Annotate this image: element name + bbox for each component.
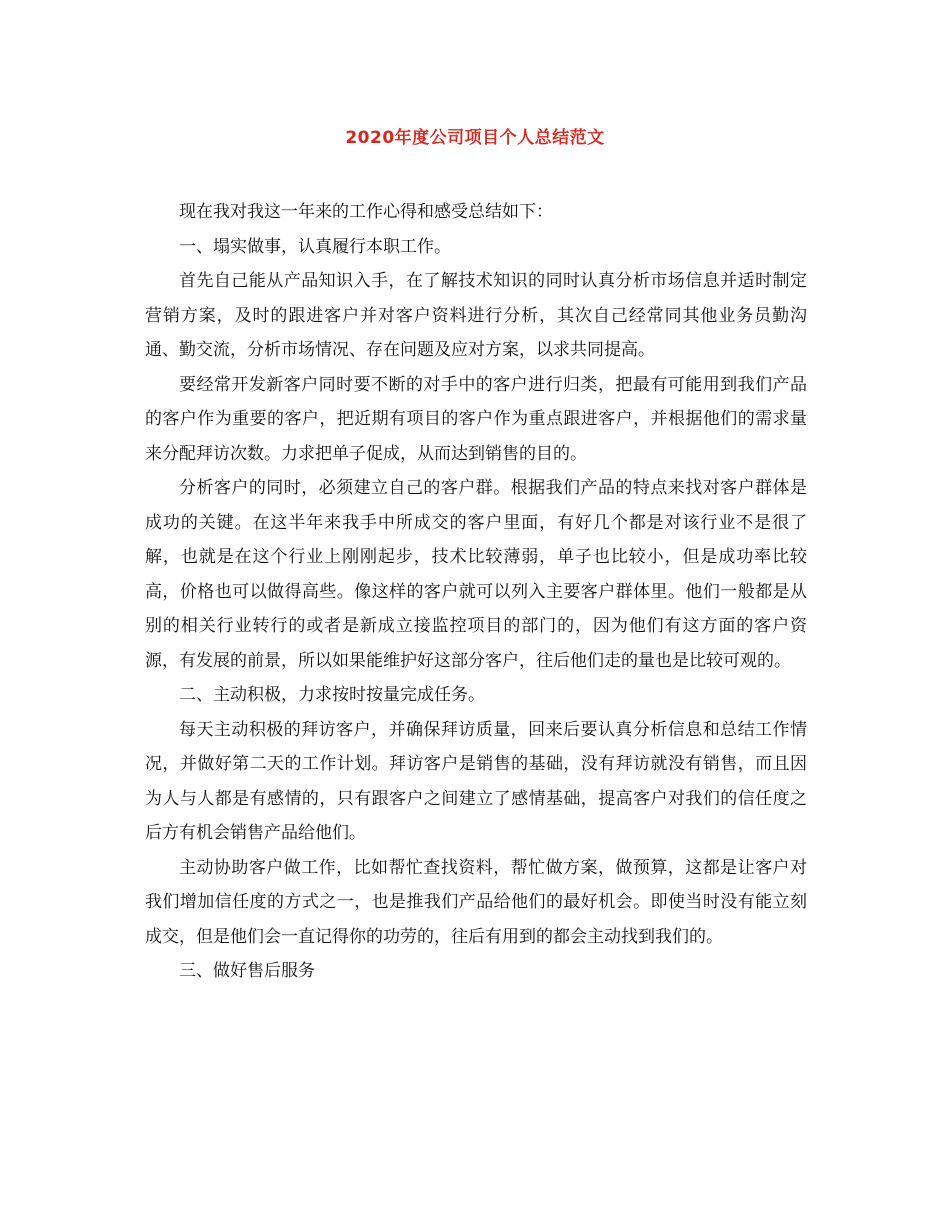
document-title: 2020年度公司项目个人总结范文 xyxy=(345,128,605,148)
section-heading-3: 三、做好售后服务 xyxy=(179,961,315,981)
body-paragraph: 主动协助客户做工作，比如帮忙查找资料，帮忙做方案，做预算，这都是让客户对我们增加信任度的方式之一，也是推我们产品给他们的最好机会。即使当时没有能立刻成交，但是他们会一直记得你的功劳的，往后有用到的都会主动找到我们的。 xyxy=(145,857,807,947)
section-heading-2: 二、主动积极，力求按时按量完成任务。 xyxy=(179,685,485,705)
body-paragraph: 每天主动积极的拜访客户，并确保拜访质量，回来后要认真分析信息和总结工作情况，并做好第二天的工作计划。拜访客户是销售的基础，没有拜访就没有销售，而且因为人与人都是有感情的，只有跟客户之间建立了感情基础，提高客户对我们的信任度之后方有机会销售产品给他们。 xyxy=(145,719,807,843)
body-paragraph: 分析客户的同时，必须建立自己的客户群。根据我们产品的特点来找对客户群体是成功的关键。在这半年来我手中所成交的客户里面，有好几个都是对该行业不是很了解，也就是在这个行业上刚刚起步，技术比较薄弱，单子也比较小，但是成功率比较高，价格也可以做得高些。像这样的客户就可以列入主要客户群体里。他们一般都是从别的相关行业转行的或者是新成立接监控项目的部门的，因为他们有这方面的客户资源，有发展的前景，所以如果能维护好这部分客户，往后他们走的量也是比较可观的。 xyxy=(145,478,807,671)
intro-paragraph: 现在我对我这一年来的工作心得和感受总结如下： xyxy=(179,202,553,222)
body-paragraph: 要经常开发新客户同时要不断的对手中的客户进行归类，把最有可能用到我们产品的客户作为重要的客户，把近期有项目的客户作为重点跟进客户，并根据他们的需求量来分配拜访次数。力求把单子促成，从而达到销售的目的。 xyxy=(145,374,807,464)
document-body xyxy=(145,195,807,989)
section-heading-1: 一、塌实做事，认真履行本职工作。 xyxy=(179,236,451,257)
body-paragraph: 首先自己能从产品知识入手，在了解技术知识的同时认真分析市场信息并适时制定营销方案，及时的跟进客户并对客户资料进行分析，其次自己经常同其他业务员勤沟通、勤交流，分析市场情况、存在问题及应对方案，以求共同提高。 xyxy=(145,271,807,360)
